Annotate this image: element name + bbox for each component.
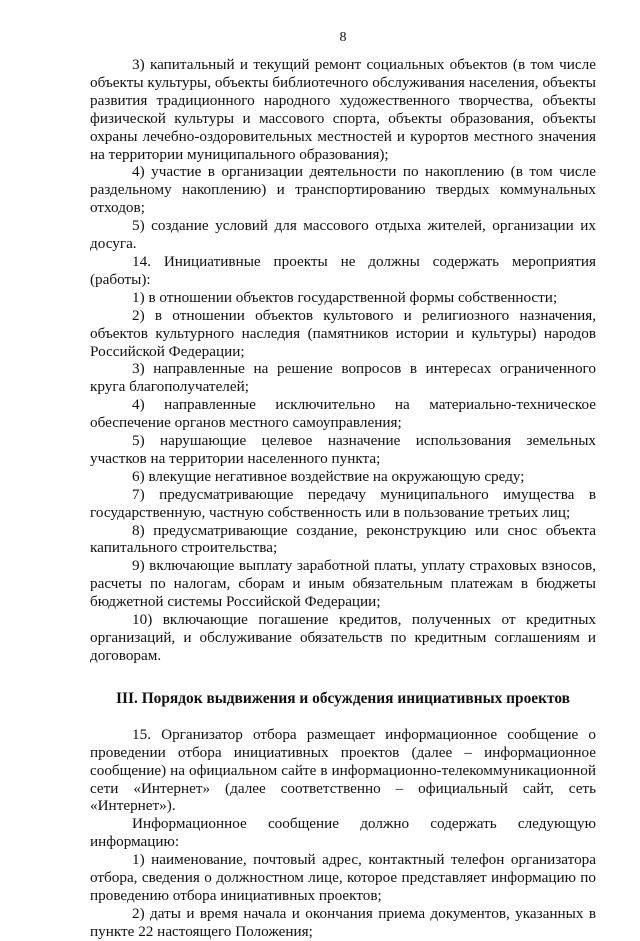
- paragraph: 10) включающие погашение кредитов, полученных от кредитных организаций, и обслуживание обязательств по кредитным соглашениям и договорам.: [90, 611, 596, 664]
- paragraph: 3) капитальный и текущий ремонт социальных объектов (в том числе объекты культуры, объекты библиотечного обслуживания населения, объекты развития традиционного народного художественного творчества, объекты физической культуры и массового спорта, объекты образования, объекты охраны лечебно-оздоровительных местностей и курортов местного значения на территории муниципального образования);: [90, 56, 596, 163]
- paragraph: 1) в отношении объектов государственной формы собственности;: [132, 288, 558, 306]
- paragraph: 7) предусматривающие передачу муниципального имущества в государственную, частную собственность или в пользование третьих лиц;: [90, 485, 596, 521]
- paragraph: 5) создание условий для массового отдыха жителей, организации их досуга.: [90, 217, 596, 253]
- list-block-after: [90, 726, 596, 941]
- paragraph: 4) направленные исключительно на материально-техническое обеспечение органов местного самоуправления;: [90, 396, 596, 432]
- paragraph: 14. Инициативные проекты не должны содержать мероприятия (работы):: [90, 252, 596, 288]
- paragraph: Информационное сообщение должно содержать следующую информацию:: [90, 815, 596, 851]
- list-block-before: [90, 56, 596, 665]
- paragraph: 8) предусматривающие создание, реконструкцию или снос объекта капитального строительства;: [90, 521, 596, 557]
- paragraph: 4) участие в организации деятельности по накоплению (в том числе раздельному накоплению) и транспортированию твердых коммунальных отходов;: [90, 163, 596, 217]
- paragraph: 5) нарушающие целевое назначение использования земельных участков на территории населенного пункта;: [90, 432, 596, 467]
- paragraph: 9) включающие выплату заработной платы, уплату страховых взносов, расчеты по налогам, сборам и иным обязательным платежам в бюджеты бюджетной системы Российской Федерации;: [90, 557, 596, 611]
- paragraph: 15. Организатор отбора размещает информационное сообщение о проведении отбора инициативных проектов (далее – информационное сообщение) на официальном сайте в информационно-телекоммуникационной сети «Интернет» (далее соответственно – официальный сайт, сеть «Интернет»).: [90, 725, 596, 815]
- paragraph: 6) влекущие негативное воздействие на окружающую среду;: [132, 467, 525, 485]
- document-page: [90, 30, 596, 941]
- page-number: 8: [339, 30, 347, 45]
- paragraph: 2) даты и время начала и окончания приема документов, указанных в пункте 22 настоящего Положения;: [90, 904, 596, 940]
- paragraph: 1) наименование, почтовый адрес, контактный телефон организатора отбора, сведения о должностном лице, которое представляет информацию по проведению отбора инициативных проектов;: [90, 851, 596, 904]
- paragraph: 3) направленные на решение вопросов в интересах ограниченного круга благополучателей;: [90, 360, 596, 396]
- paragraph: 2) в отношении объектов культового и религиозного назначения, объектов культурного наследия (памятников истории и культуры) народов Российской Федерации;: [90, 306, 596, 360]
- section-heading: III. Порядок выдвижения и обсуждения инициативных проектов: [116, 689, 570, 707]
